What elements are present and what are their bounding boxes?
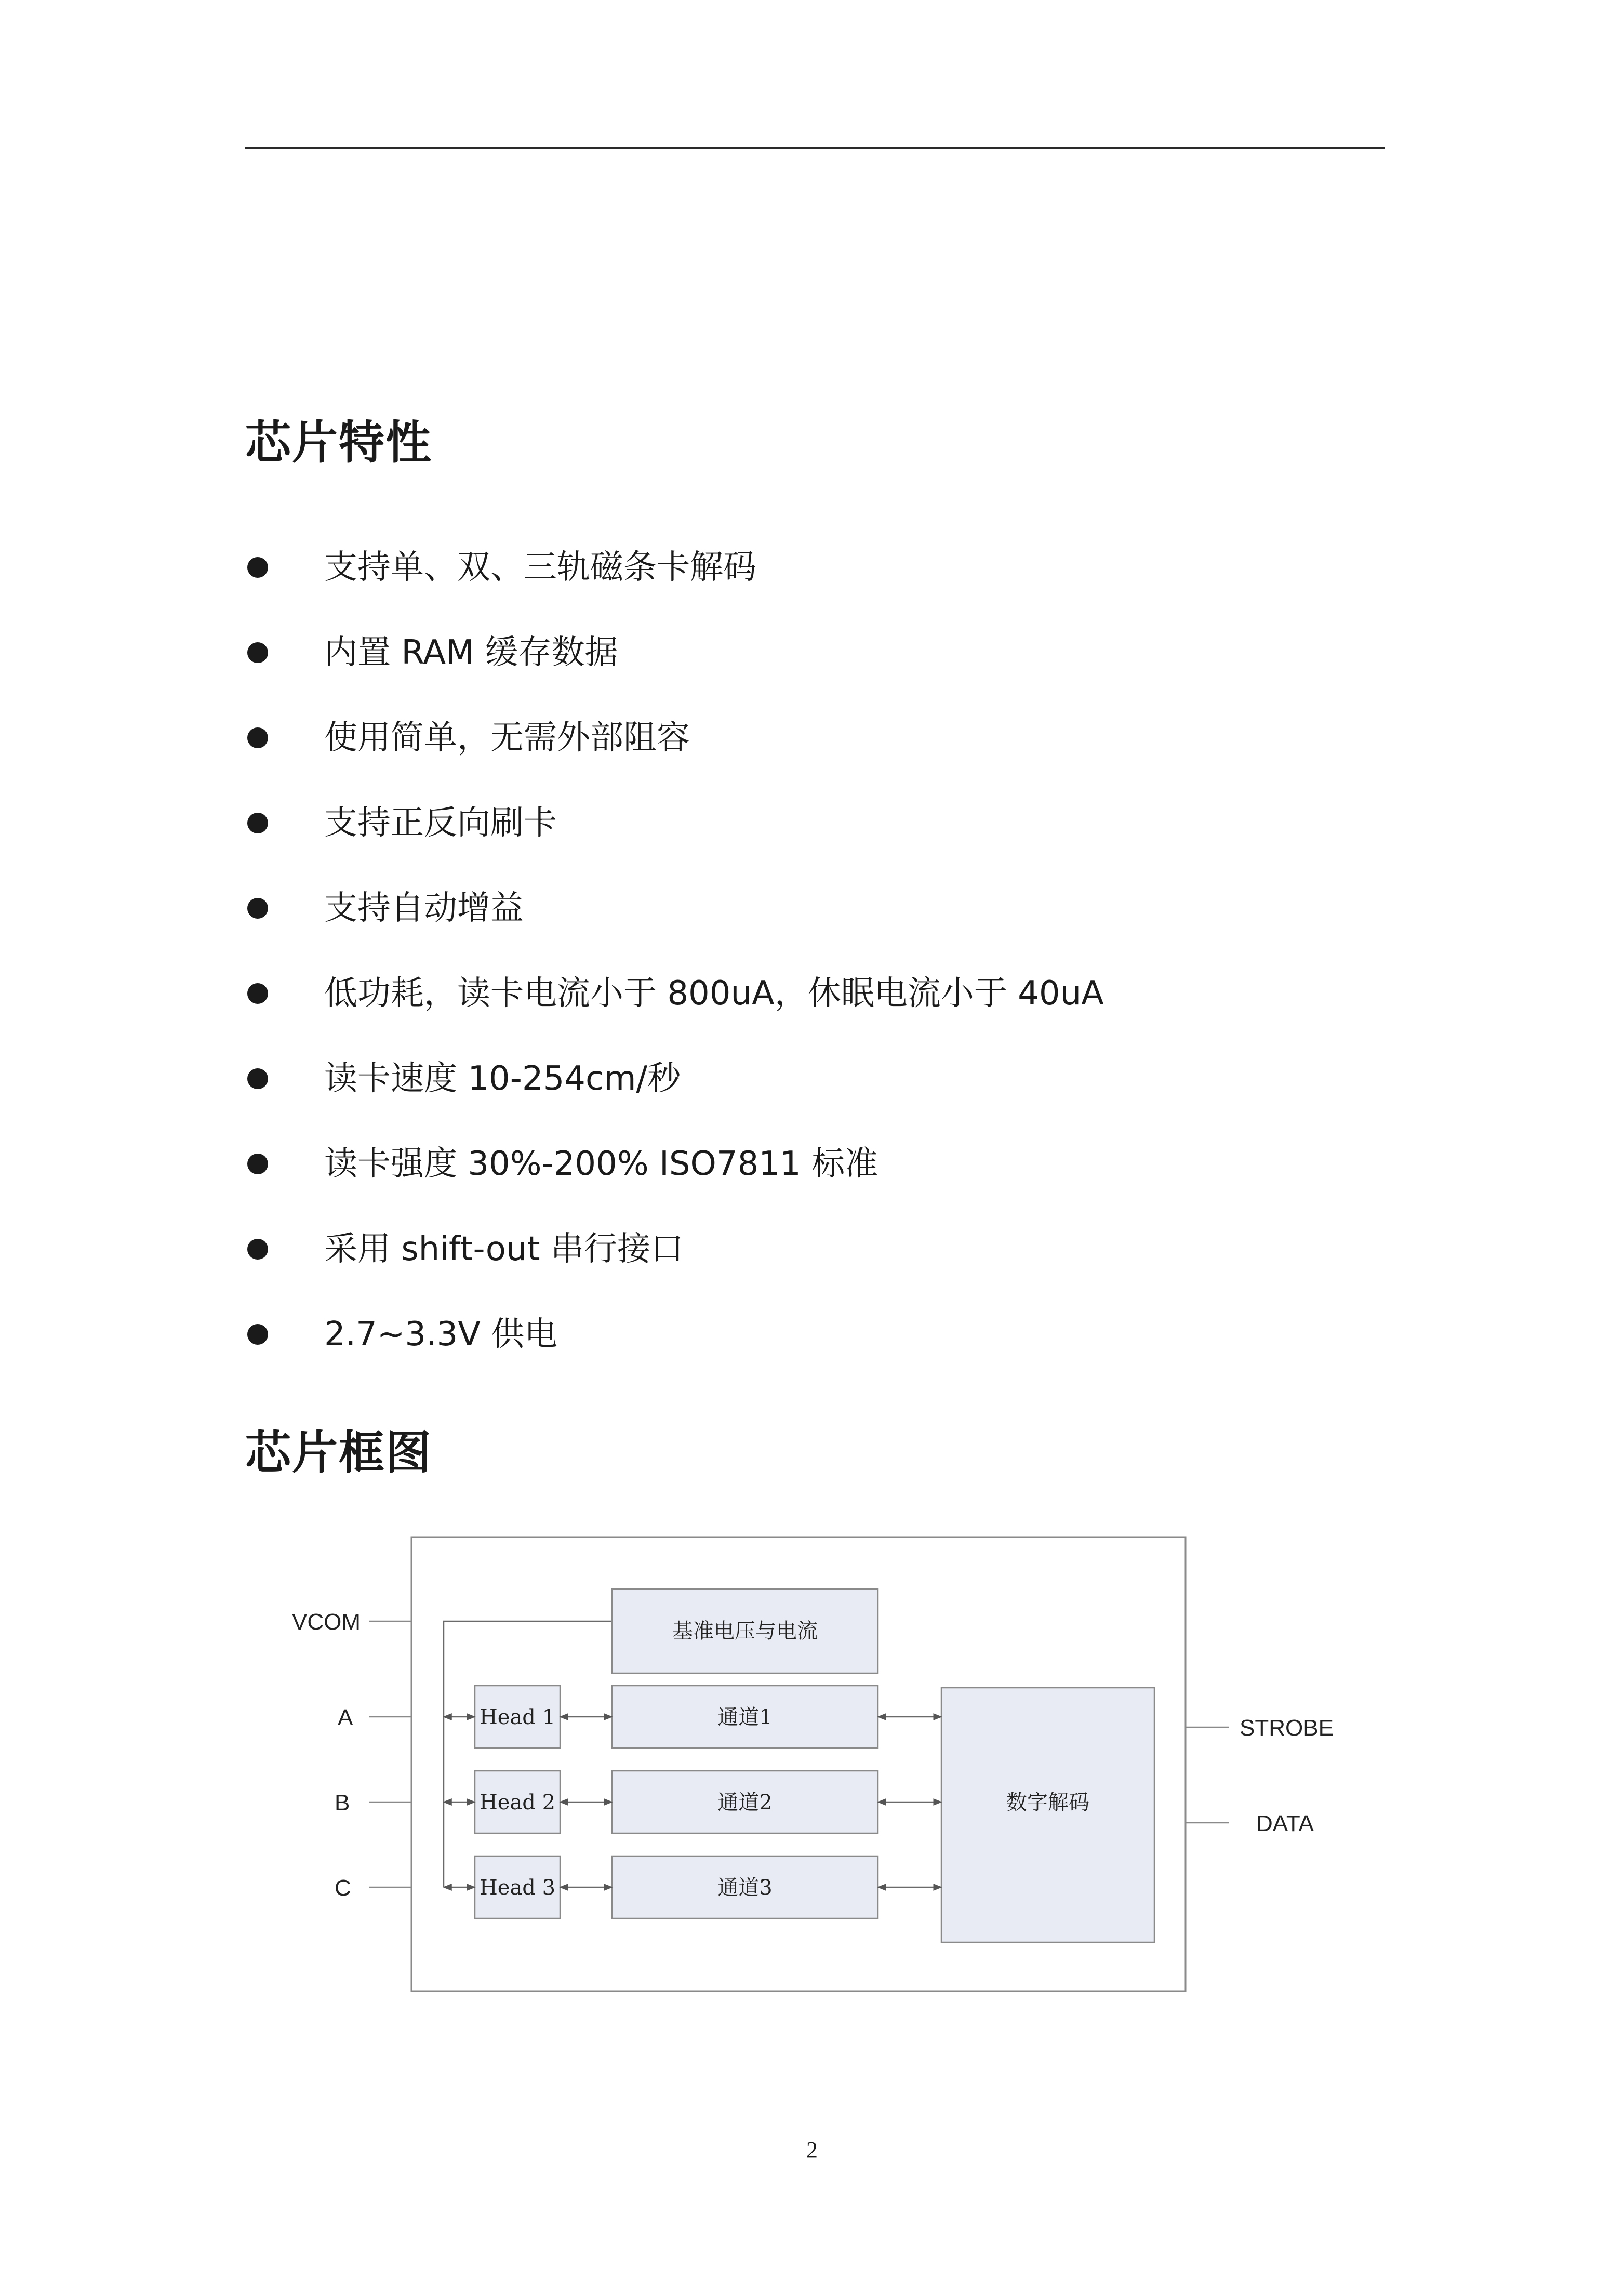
output-label-data: DATA <box>1256 1811 1314 1836</box>
input-label-c: C <box>335 1875 351 1901</box>
feature-item <box>245 1312 1104 1397</box>
feature-text: 支持单、双、三轨磁条卡解码 <box>324 548 756 587</box>
input-label-b: B <box>335 1790 350 1816</box>
feature-item <box>245 545 1104 630</box>
bullet-icon <box>247 898 268 919</box>
feature-item <box>245 715 1104 800</box>
feature-item <box>245 630 1104 715</box>
bullet-icon <box>247 813 268 833</box>
bullet-icon <box>247 727 268 748</box>
feature-item <box>245 971 1104 1056</box>
head-label-1: Head 1 <box>479 1705 556 1729</box>
feature-text: 低功耗，读卡电流小于 800uA，休眠电流小于 40uA <box>324 974 1104 1013</box>
bullet-icon <box>247 557 268 578</box>
bullet-icon <box>247 642 268 663</box>
block-diagram-svg <box>270 1522 1382 2011</box>
head-label-2: Head 2 <box>479 1791 556 1815</box>
bullet-icon <box>247 1324 268 1345</box>
vcom-bus <box>444 1621 612 1887</box>
head-label-3: Head 3 <box>479 1876 556 1900</box>
feature-text: 2.7~3.3V 供电 <box>324 1315 558 1354</box>
input-label-vcom: VCOM <box>292 1609 361 1635</box>
feature-text: 采用 shift-out 串行接口 <box>324 1230 684 1268</box>
feature-text: 读卡强度 30%-200% ISO7811 标准 <box>324 1145 878 1183</box>
feature-item <box>245 885 1104 971</box>
decoder-block <box>941 1688 1154 1942</box>
channel-label-1: 通道1 <box>717 1705 773 1729</box>
feature-text: 支持正反向刷卡 <box>324 804 557 842</box>
feature-text: 使用简单，无需外部阻容 <box>324 719 690 757</box>
feature-text: 读卡速度 10-254cm/秒 <box>324 1060 681 1098</box>
feature-text: 支持自动增益 <box>324 889 524 928</box>
input-label-a: A <box>338 1705 353 1730</box>
bullet-icon <box>247 1154 268 1174</box>
decoder-label: 数字解码 <box>1006 1791 1089 1815</box>
feature-item <box>245 1141 1104 1226</box>
bullet-icon <box>247 1239 268 1260</box>
block-diagram <box>270 1522 1382 2011</box>
section-title-diagram: 芯片框图 <box>245 1426 433 1479</box>
feature-list <box>245 545 1104 1397</box>
bullet-icon <box>247 1068 268 1089</box>
page-number: 2 <box>806 2137 818 2163</box>
header-rule <box>245 147 1385 149</box>
reference-label: 基准电压与电流 <box>672 1619 818 1643</box>
feature-text: 内置 RAM 缓存数据 <box>324 633 618 672</box>
bullet-icon <box>247 983 268 1004</box>
section-title-features: 芯片特性 <box>245 416 433 469</box>
channel-label-2: 通道2 <box>717 1791 773 1815</box>
feature-item <box>245 1056 1104 1141</box>
output-label-strobe: STROBE <box>1240 1715 1334 1741</box>
feature-item <box>245 800 1104 885</box>
channel-label-3: 通道3 <box>717 1876 773 1900</box>
feature-item <box>245 1226 1104 1312</box>
